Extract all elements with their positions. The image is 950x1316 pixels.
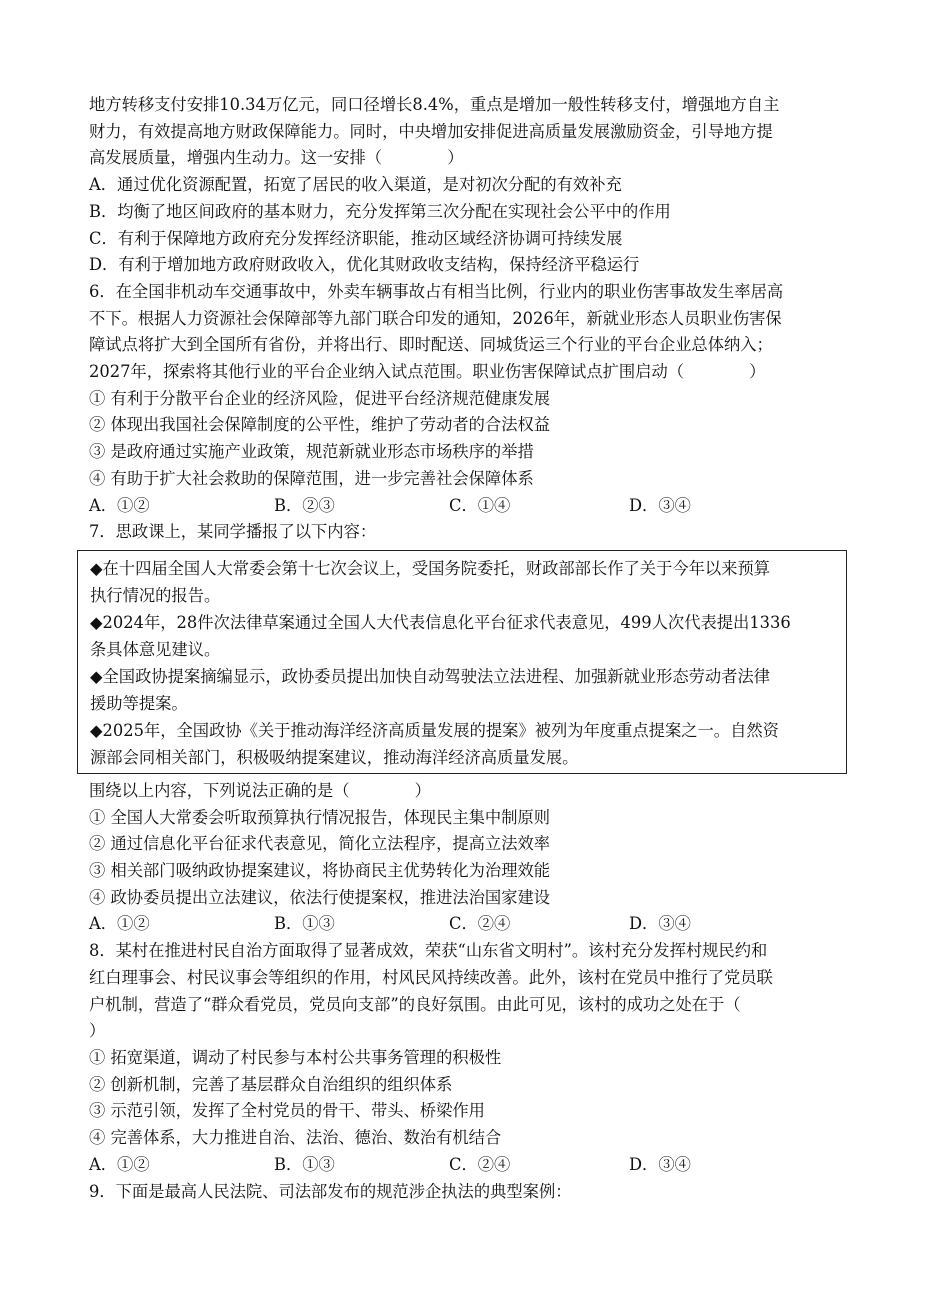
q7-box-line: ◆在十四届全国人大常委会第十七次会议上，受国务院委托，财政部部长作了关于今年以来预算	[90, 558, 771, 578]
exam-page	[89, 92, 861, 1205]
q6-choice-a: A．①②	[89, 495, 150, 515]
question-9	[89, 1179, 861, 1206]
q5-option-b: B．均衡了地区间政府的基本财力，充分发挥第三次分配在实现社会公平中的作用	[89, 201, 671, 221]
q5-stem-line: 地方转移支付安排10.34万亿元，同口径增长8.4%，重点是增加一般性转移支付，增强地方自主	[89, 95, 780, 114]
q8-item: ③ 示范引领，发挥了全村党员的骨干、带头、桥梁作用	[89, 1101, 485, 1121]
q7-item: ① 全国人大常委会听取预算执行情况报告，体现民主集中制原则	[89, 807, 551, 827]
q7-choice-b: B．①③	[274, 914, 335, 934]
q7-box-line: ◆2025年，全国政协《关于推动海洋经济高质量发展的提案》被列为年度重点提案之一。自然资	[90, 720, 779, 740]
q6-choices	[89, 493, 861, 520]
q5-stem-line: 高发展质量，增强内生动力。这一安排（ ）	[89, 148, 464, 168]
q8-choices	[89, 1152, 861, 1179]
q8-choice-c: C．②④	[449, 1154, 511, 1174]
q6-choice-c: C．①④	[449, 495, 511, 515]
q6-item: ④ 有助于扩大社会救助的保障范围，进一步完善社会保障体系	[89, 468, 534, 488]
q7-box-line: ◆全国政协提案摘编显示，政协委员提出加快自动驾驶法立法进程、加强新就业形态劳动者法律	[90, 666, 771, 686]
q6-item: ① 有利于分散平台企业的经济风险，促进平台经济规范健康发展	[89, 388, 551, 408]
question-8	[89, 938, 861, 1178]
q7-box-line: 执行情况的报告。	[90, 585, 221, 605]
q7-box-line: 条具体意见建议。	[90, 639, 221, 659]
q8-item: ② 创新机制，完善了基层群众自治组织的组织体系	[89, 1074, 453, 1094]
q7-item: ② 通过信息化平台征求代表意见，简化立法程序，提高立法效率	[89, 834, 551, 854]
q8-stem-line: ）	[89, 1021, 106, 1041]
q6-item: ③ 是政府通过实施产业政策，规范新就业形态市场秩序的举措	[89, 442, 534, 462]
q6-item: ② 体现出我国社会保障制度的公平性，维护了劳动者的合法权益	[89, 415, 551, 435]
q8-stem-line: 8．某村在推进村民自治方面取得了显著成效，荣获“山东省文明村”。该村充分发挥村规民约和	[89, 941, 768, 961]
q8-stem-line: 红白理事会、村民议事会等组织的作用，村风民风持续改善。此外，该村在党员中推行了党员联	[89, 967, 773, 987]
q8-item: ④ 完善体系，大力推进自治、法治、德治、数治有机结合	[89, 1128, 502, 1148]
question-5	[89, 92, 861, 279]
q8-stem-line: 户机制，营造了“群众看党员，党员向支部”的良好氛围。由此可见，该村的成功之处在于（	[89, 994, 741, 1014]
q7-stem: 7．思政课上，某同学播报了以下内容：	[89, 522, 377, 542]
q8-choice-d: D．③④	[629, 1154, 691, 1174]
q7-box-line: 援助等提案。	[90, 693, 188, 713]
q8-item: ① 拓宽渠道，调动了村民参与本村公共事务管理的积极性	[89, 1047, 502, 1067]
q6-choice-d: D．③④	[629, 495, 691, 515]
q7-choices	[89, 911, 861, 938]
q7-choice-c: C．②④	[449, 914, 511, 934]
q7-box-line: 源部会同相关部门，积极吸纳提案建议，推动海洋经济高质量发展。	[90, 747, 579, 767]
q7-item: ③ 相关部门吸纳政协提案建议，将协商民主优势转化为治理效能	[89, 861, 551, 881]
q6-stem-line: 6．在全国非机动车交通事故中，外卖车辆事故占有相当比例，行业内的职业伤害事故发生率居高	[89, 281, 784, 301]
q7-item: ④ 政协委员提出立法建议，依法行使提案权，推进法治国家建设	[89, 887, 551, 907]
q5-option-d: D．有利于增加地方政府财政收入，优化其财政收支结构，保持经济平稳运行	[89, 255, 640, 275]
q6-stem-line: 障试点将扩大到全国所有省份，并将出行、即时配送、同城货运三个行业的平台企业总体纳入；	[89, 335, 773, 355]
q5-option-c: C．有利于保障地方政府充分发挥经济职能，推动区域经济协调可持续发展	[89, 228, 623, 248]
q7-question: 围绕以上内容，下列说法正确的是（ ）	[89, 780, 431, 800]
question-7	[89, 519, 861, 938]
question-6	[89, 279, 861, 519]
q6-stem-line: 不下。根据人力资源社会保障部等九部门联合印发的通知，2026年，新就业形态人员职业伤害保	[89, 308, 782, 328]
q6-stem-line: 2027年，探索将其他行业的平台企业纳入试点范围。职业伤害保障试点扩围启动（ ）	[89, 362, 766, 382]
q6-choice-b: B．②③	[274, 495, 335, 515]
q7-box-line: ◆2024年，28件次法律草案通过全国人大代表信息化平台征求代表意见，499人次代表提出1336	[90, 612, 791, 632]
q7-material-box	[77, 550, 847, 774]
q5-option-a: A．通过优化资源配置，拓宽了居民的收入渠道，是对初次分配的有效补充	[89, 175, 622, 195]
q7-choice-a: A．①②	[89, 914, 150, 934]
q8-choice-b: B．①③	[274, 1154, 335, 1174]
q8-choice-a: A．①②	[89, 1154, 150, 1174]
q9-stem: 9．下面是最高人民法院、司法部发布的规范涉企执法的典型案例：	[89, 1181, 572, 1201]
q7-choice-d: D．③④	[629, 914, 691, 934]
q5-stem-line: 财力，有效提高地方财政保障能力。同时，中央增加安排促进高质量发展激励资金，引导地方提	[89, 121, 773, 141]
